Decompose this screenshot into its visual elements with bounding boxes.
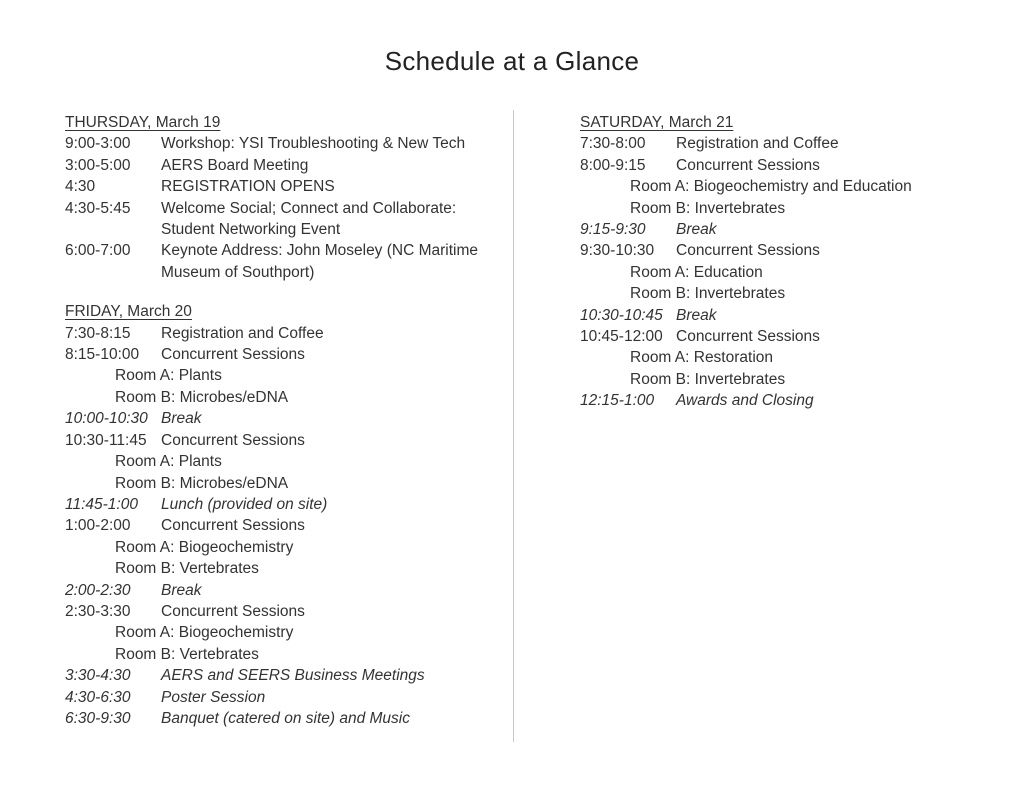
day-heading: FRIDAY, March 20 [65, 303, 192, 321]
event-label: Concurrent Sessions [161, 346, 305, 364]
event-label: Keynote Address: John Moseley (NC Maritime [161, 242, 479, 260]
time-range: 4:30-5:45 [65, 199, 131, 217]
schedule-column-left [65, 112, 505, 729]
event-label: Workshop: YSI Troubleshooting & New Tech [161, 135, 466, 153]
time-range: 8:00-9:15 [580, 156, 646, 174]
time-range: 7:30-8:00 [580, 135, 646, 153]
schedule-row [65, 176, 505, 197]
time-range [65, 262, 161, 283]
column-divider [513, 110, 514, 742]
event-label: Break [161, 581, 202, 599]
schedule-row [65, 155, 505, 176]
room-label: Room B: Microbes/eDNA [115, 474, 289, 492]
time-range: 9:00-3:00 [65, 135, 131, 153]
room-row [580, 369, 1020, 390]
time-range: 6:00-7:00 [65, 242, 131, 260]
event-label: AERS and SEERS Business Meetings [161, 667, 425, 685]
event-label: Break [676, 306, 717, 324]
schedule-row [65, 430, 505, 451]
room-label: Room A: Biogeochemistry [115, 538, 294, 556]
room-row [580, 262, 1020, 283]
schedule-row [65, 133, 505, 154]
room-row [65, 451, 505, 472]
schedule-row [65, 240, 505, 261]
room-label: Room A: Plants [115, 367, 222, 385]
schedule-row [65, 515, 505, 536]
room-label: Room B: Vertebrates [115, 560, 259, 578]
time-range: 10:30-10:45 [580, 306, 663, 324]
time-range: 10:30-11:45 [65, 431, 147, 449]
event-label: Concurrent Sessions [676, 156, 820, 174]
room-row [580, 198, 1020, 219]
schedule-row [580, 326, 1020, 347]
day-section [580, 112, 1020, 412]
room-row [580, 347, 1020, 368]
event-label: Break [161, 410, 202, 428]
room-label: Room B: Invertebrates [630, 370, 786, 388]
schedule-row [65, 344, 505, 365]
room-row [65, 365, 505, 386]
time-range: 9:15-9:30 [580, 221, 646, 239]
schedule-row [580, 219, 1020, 240]
event-label: Registration and Coffee [676, 135, 839, 153]
schedule-row [65, 198, 505, 219]
event-label: Lunch (provided on site) [161, 495, 328, 513]
day-heading: SATURDAY, March 21 [580, 114, 734, 131]
time-range: 1:00-2:00 [65, 517, 131, 535]
time-range: 8:15-10:00 [65, 346, 140, 364]
event-label: Concurrent Sessions [161, 517, 305, 535]
room-row [580, 283, 1020, 304]
event-label: Museum of Southport) [161, 263, 315, 281]
schedule-row [580, 305, 1020, 326]
event-label: AERS Board Meeting [161, 156, 309, 174]
room-row [65, 558, 505, 579]
time-range: 6:30-9:30 [65, 709, 131, 727]
room-row [65, 387, 505, 408]
time-range: 3:00-5:00 [65, 156, 131, 174]
time-range: 10:00-10:30 [65, 410, 148, 428]
schedule-row [65, 708, 505, 729]
time-range: 3:30-4:30 [65, 667, 131, 685]
room-label: Room B: Invertebrates [630, 285, 786, 303]
time-range: 11:45-1:00 [65, 495, 138, 513]
schedule-column-right [580, 112, 1020, 412]
event-label: Awards and Closing [676, 392, 814, 410]
schedule-row [65, 580, 505, 601]
schedule-row [580, 133, 1020, 154]
room-label: Room A: Education [630, 263, 763, 281]
time-range: 4:30 [65, 178, 96, 196]
event-label: Concurrent Sessions [161, 431, 305, 449]
room-label: Room B: Vertebrates [115, 645, 259, 663]
page-title: Schedule at a Glance [384, 46, 640, 76]
room-row [65, 644, 505, 665]
event-label: Concurrent Sessions [676, 328, 820, 346]
schedule-row [580, 155, 1020, 176]
time-range: 4:30-6:30 [65, 688, 131, 706]
event-label: Welcome Social; Connect and Collaborate: [161, 199, 457, 217]
event-label: Concurrent Sessions [676, 242, 820, 260]
time-range: 2:30-3:30 [65, 602, 131, 620]
schedule-row [65, 323, 505, 344]
room-row [580, 176, 1020, 197]
schedule-row [65, 408, 505, 429]
time-range [65, 219, 161, 240]
schedule-row [65, 687, 505, 708]
event-label: REGISTRATION OPENS [161, 178, 335, 196]
room-label: Room A: Biogeochemistry and Education [630, 178, 912, 196]
event-label: Registration and Coffee [161, 324, 324, 342]
schedule-row [65, 665, 505, 686]
day-section [65, 301, 505, 729]
day-section [65, 112, 505, 283]
time-range: 2:00-2:30 [65, 581, 131, 599]
schedule-row [65, 494, 505, 515]
schedule-row [65, 219, 505, 240]
room-label: Room B: Invertebrates [630, 199, 786, 217]
time-range: 10:45-12:00 [580, 328, 663, 346]
time-range: 7:30-8:15 [65, 324, 131, 342]
event-label: Student Networking Event [161, 221, 341, 239]
time-range: 12:15-1:00 [580, 392, 655, 410]
room-row [65, 622, 505, 643]
schedule-row [580, 240, 1020, 261]
room-row [65, 537, 505, 558]
event-label: Poster Session [161, 688, 266, 706]
day-heading: THURSDAY, March 19 [65, 114, 221, 131]
schedule-row [65, 601, 505, 622]
room-row [65, 473, 505, 494]
room-label: Room A: Restoration [630, 349, 774, 367]
schedule-row [65, 262, 505, 283]
room-label: Room A: Biogeochemistry [115, 624, 294, 642]
time-range: 9:30-10:30 [580, 242, 655, 260]
event-label: Break [676, 221, 717, 239]
event-label: Concurrent Sessions [161, 602, 305, 620]
room-label: Room A: Plants [115, 453, 222, 471]
event-label: Banquet (catered on site) and Music [161, 709, 410, 727]
schedule-row [580, 390, 1020, 411]
room-label: Room B: Microbes/eDNA [115, 388, 289, 406]
